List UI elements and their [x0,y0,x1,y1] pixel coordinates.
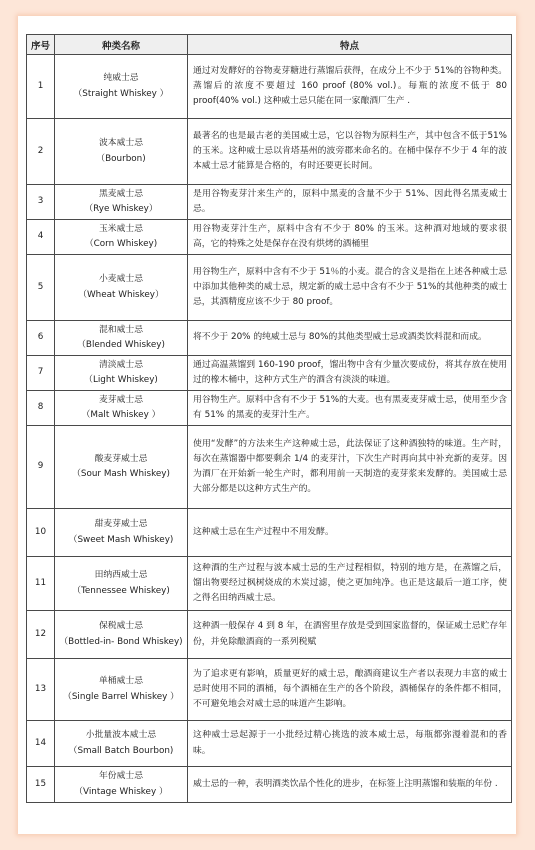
type-name-cell [55,185,188,220]
description-cell: 威士忌的一种，表明酒类饮品个性化的进步，在标签上注明蒸馏和装瓶的年份 . [188,767,512,803]
type-name-cn: 田纳西威士忌 [94,570,148,581]
type-name-cell [55,611,188,659]
row-number: 5 [27,255,55,321]
type-name-cell [55,557,188,611]
type-name-en: （Sweet Mash Whiskey) [68,534,174,545]
table-row [27,185,512,220]
type-name-cell [55,321,188,356]
type-name-en: （Rye Whiskey） [84,204,158,214]
description-cell: 为了追求更有影响，质量更好的威士忌，酿酒商建议生产者以表现力丰富的威士忌时使用不同的酒桶，每个酒桶在生产的各个阶段，酒桶保存的条件都不相同，不可避免地会对威士忌的味道产生影响。 [188,659,512,721]
type-name-en: （Bourbon) [96,153,146,164]
row-number: 4 [27,220,55,255]
table-row [27,767,512,803]
type-name-cell [55,659,188,721]
type-name-cell [55,255,188,321]
row-number: 13 [27,659,55,721]
description-cell: 将不少于 20% 的纯威士忌与 80%的其他类型威士忌或酒类饮料混和而成。 [188,321,512,356]
header-num: 序号 [27,35,55,55]
row-number: 3 [27,185,55,220]
row-number: 1 [27,55,55,119]
type-name-en: （Tennessee Whiskey) [72,585,170,596]
row-number: 12 [27,611,55,659]
description-cell: 这种威士忌在生产过程中不用发酵。 [188,509,512,557]
type-name-cell [55,55,188,119]
type-name-cell [55,220,188,255]
type-name-cell [55,767,188,803]
row-number: 6 [27,321,55,356]
type-name-cn: 玉米威士忌 [99,223,143,234]
description-cell: 通过对发酵好的谷物麦芽糖进行蒸馏后获得，在成分上不少于 51%的谷物种类。蒸馏后的浓度不要超过 160 proof (80% vol.)。每瓶的浓度不低于 80 proof(40% vol.) 这种威士忌只能在同一家酿酒厂生产 . [188,55,512,119]
table-row [27,611,512,659]
row-number: 15 [27,767,55,803]
type-name-cell [55,721,188,767]
whiskey-types-table [26,34,512,803]
type-name-en: （Blended Whiskey) [77,340,165,350]
type-name-cn: 清淡威士忌 [99,359,143,370]
table-row [27,391,512,426]
type-name-cn: 甜麦芽威士忌 [94,519,148,530]
row-number: 8 [27,391,55,426]
table-row [27,321,512,356]
table-row [27,509,512,557]
row-number: 2 [27,119,55,185]
type-name-cell [55,356,188,391]
table-row [27,659,512,721]
type-name-en: （Wheat Whiskey） [78,289,164,300]
header-kind: 种类名称 [55,35,188,55]
row-number: 9 [27,426,55,509]
type-name-cn: 黑麦威士忌 [99,188,143,199]
description-cell: 这种威士忌起源于一小批经过精心挑选的波本威士忌，每瓶都弥漫着混和的香味。 [188,721,512,767]
type-name-cn: 纯威士忌 [103,73,139,84]
type-name-en: （Vintage Whiskey ） [74,786,168,797]
type-name-cell [55,426,188,509]
table-card [18,16,516,834]
description-cell: 用谷物生产，原料中含有不少于 51％的小麦。混合的含义是指在上述各种威士忌中添加其他种类的威士忌，规定新的威士忌中含有不少于 51%的其他种类的威士忌，其酒精度应该不少于 80 proof。 [188,255,512,321]
table-row [27,119,512,185]
type-name-cn: 麦芽威士忌 [99,394,143,405]
header-desc: 特点 [188,35,512,55]
table-row [27,721,512,767]
description-cell: 最著名的也是最古老的美国威士忌，它以谷物为原料生产，其中包含不低于51%的玉米。这种威士忌以肯塔基州的波旁郡来命名的。在桶中保存不少于 4 年的波本威士忌才能算是合格的，有时还要更长时间。 [188,119,512,185]
type-name-en: （Small Batch Bourbon) [68,745,174,756]
type-name-en: （Sour Mash Whiskey) [72,469,170,479]
description-cell: 这种酒一般保存 4 到 8 年，在酒窖里存放是受到国家监督的，保证威士忌贮存年份，并免除酿酒商的一系列税赋 [188,611,512,659]
table-row [27,255,512,321]
row-number: 11 [27,557,55,611]
table-header-row [27,35,512,55]
type-name-cell [55,119,188,185]
type-name-en: （Malt Whiskey ） [81,410,161,420]
table-row [27,220,512,255]
type-name-cn: 单桶威士忌 [99,676,143,687]
type-name-cell [55,391,188,426]
type-name-cn: 小麦威士忌 [99,274,143,285]
table-row [27,426,512,509]
table-row [27,356,512,391]
table-row [27,55,512,119]
type-name-cn: 混和威士忌 [99,324,143,335]
type-name-en: （Single Barrel Whiskey ） [63,691,179,702]
table-row [27,557,512,611]
type-name-cn: 波本威士忌 [99,138,143,149]
description-cell: 使用“发酵”的方法来生产这种威士忌，此法保证了这种酒独特的味道。生产时，每次在蒸馏器中都要剩余 1/4 的麦芽汁，下次生产时再向其中补充新的麦芽。因为酒厂在开始新一轮生产时，都利用前一天制造的麦芽浆来发酵的。美国威士忌大部分都是以这种方式生产的。 [188,426,512,509]
row-number: 7 [27,356,55,391]
type-name-cn: 酸麦芽威士忌 [94,453,148,464]
type-name-en: （Bottled-in- Bond Whiskey) [59,636,183,647]
description-cell: 用谷物麦芽汁生产，原料中含有不少于 80% 的玉米。这种酒对地域的要求很高，它的特殊之处是保存在没有烘烤的酒桶里 [188,220,512,255]
type-name-en: （Corn Whiskey) [84,239,158,249]
description-cell: 这种酒的生产过程与波本威士忌的生产过程相似，特别的地方是，在蒸馏之后，馏出物要经过枫树烧成的木炭过滤，使之更加纯净。也正是这最后一道工序，使之得名田纳西威士忌。 [188,557,512,611]
type-name-cn: 保税威士忌 [99,621,143,632]
type-name-cn: 小批量波本威士忌 [85,730,157,741]
type-name-en: （Straight Whiskey ） [73,88,169,99]
row-number: 10 [27,509,55,557]
description-cell: 是用谷物麦芽汁来生产的，原料中黑麦的含量不少于 51%、因此得名黑麦威士忌。 [188,185,512,220]
type-name-cn: 年份威士忌 [99,771,143,782]
description-cell: 通过高温蒸馏到 160-190 proof，馏出物中含有少量次要成份，将其存放在使用过的橡木桶中，这种方式生产的酒含有淡淡的味道。 [188,356,512,391]
row-number: 14 [27,721,55,767]
type-name-cell [55,509,188,557]
type-name-en: （Light Whiskey) [84,375,158,385]
description-cell: 用谷物生产。原料中含有不少于 51%的大麦。也有黑麦麦芽威士忌，使用至少含有 51% 的黑麦的麦芽汁生产。 [188,391,512,426]
